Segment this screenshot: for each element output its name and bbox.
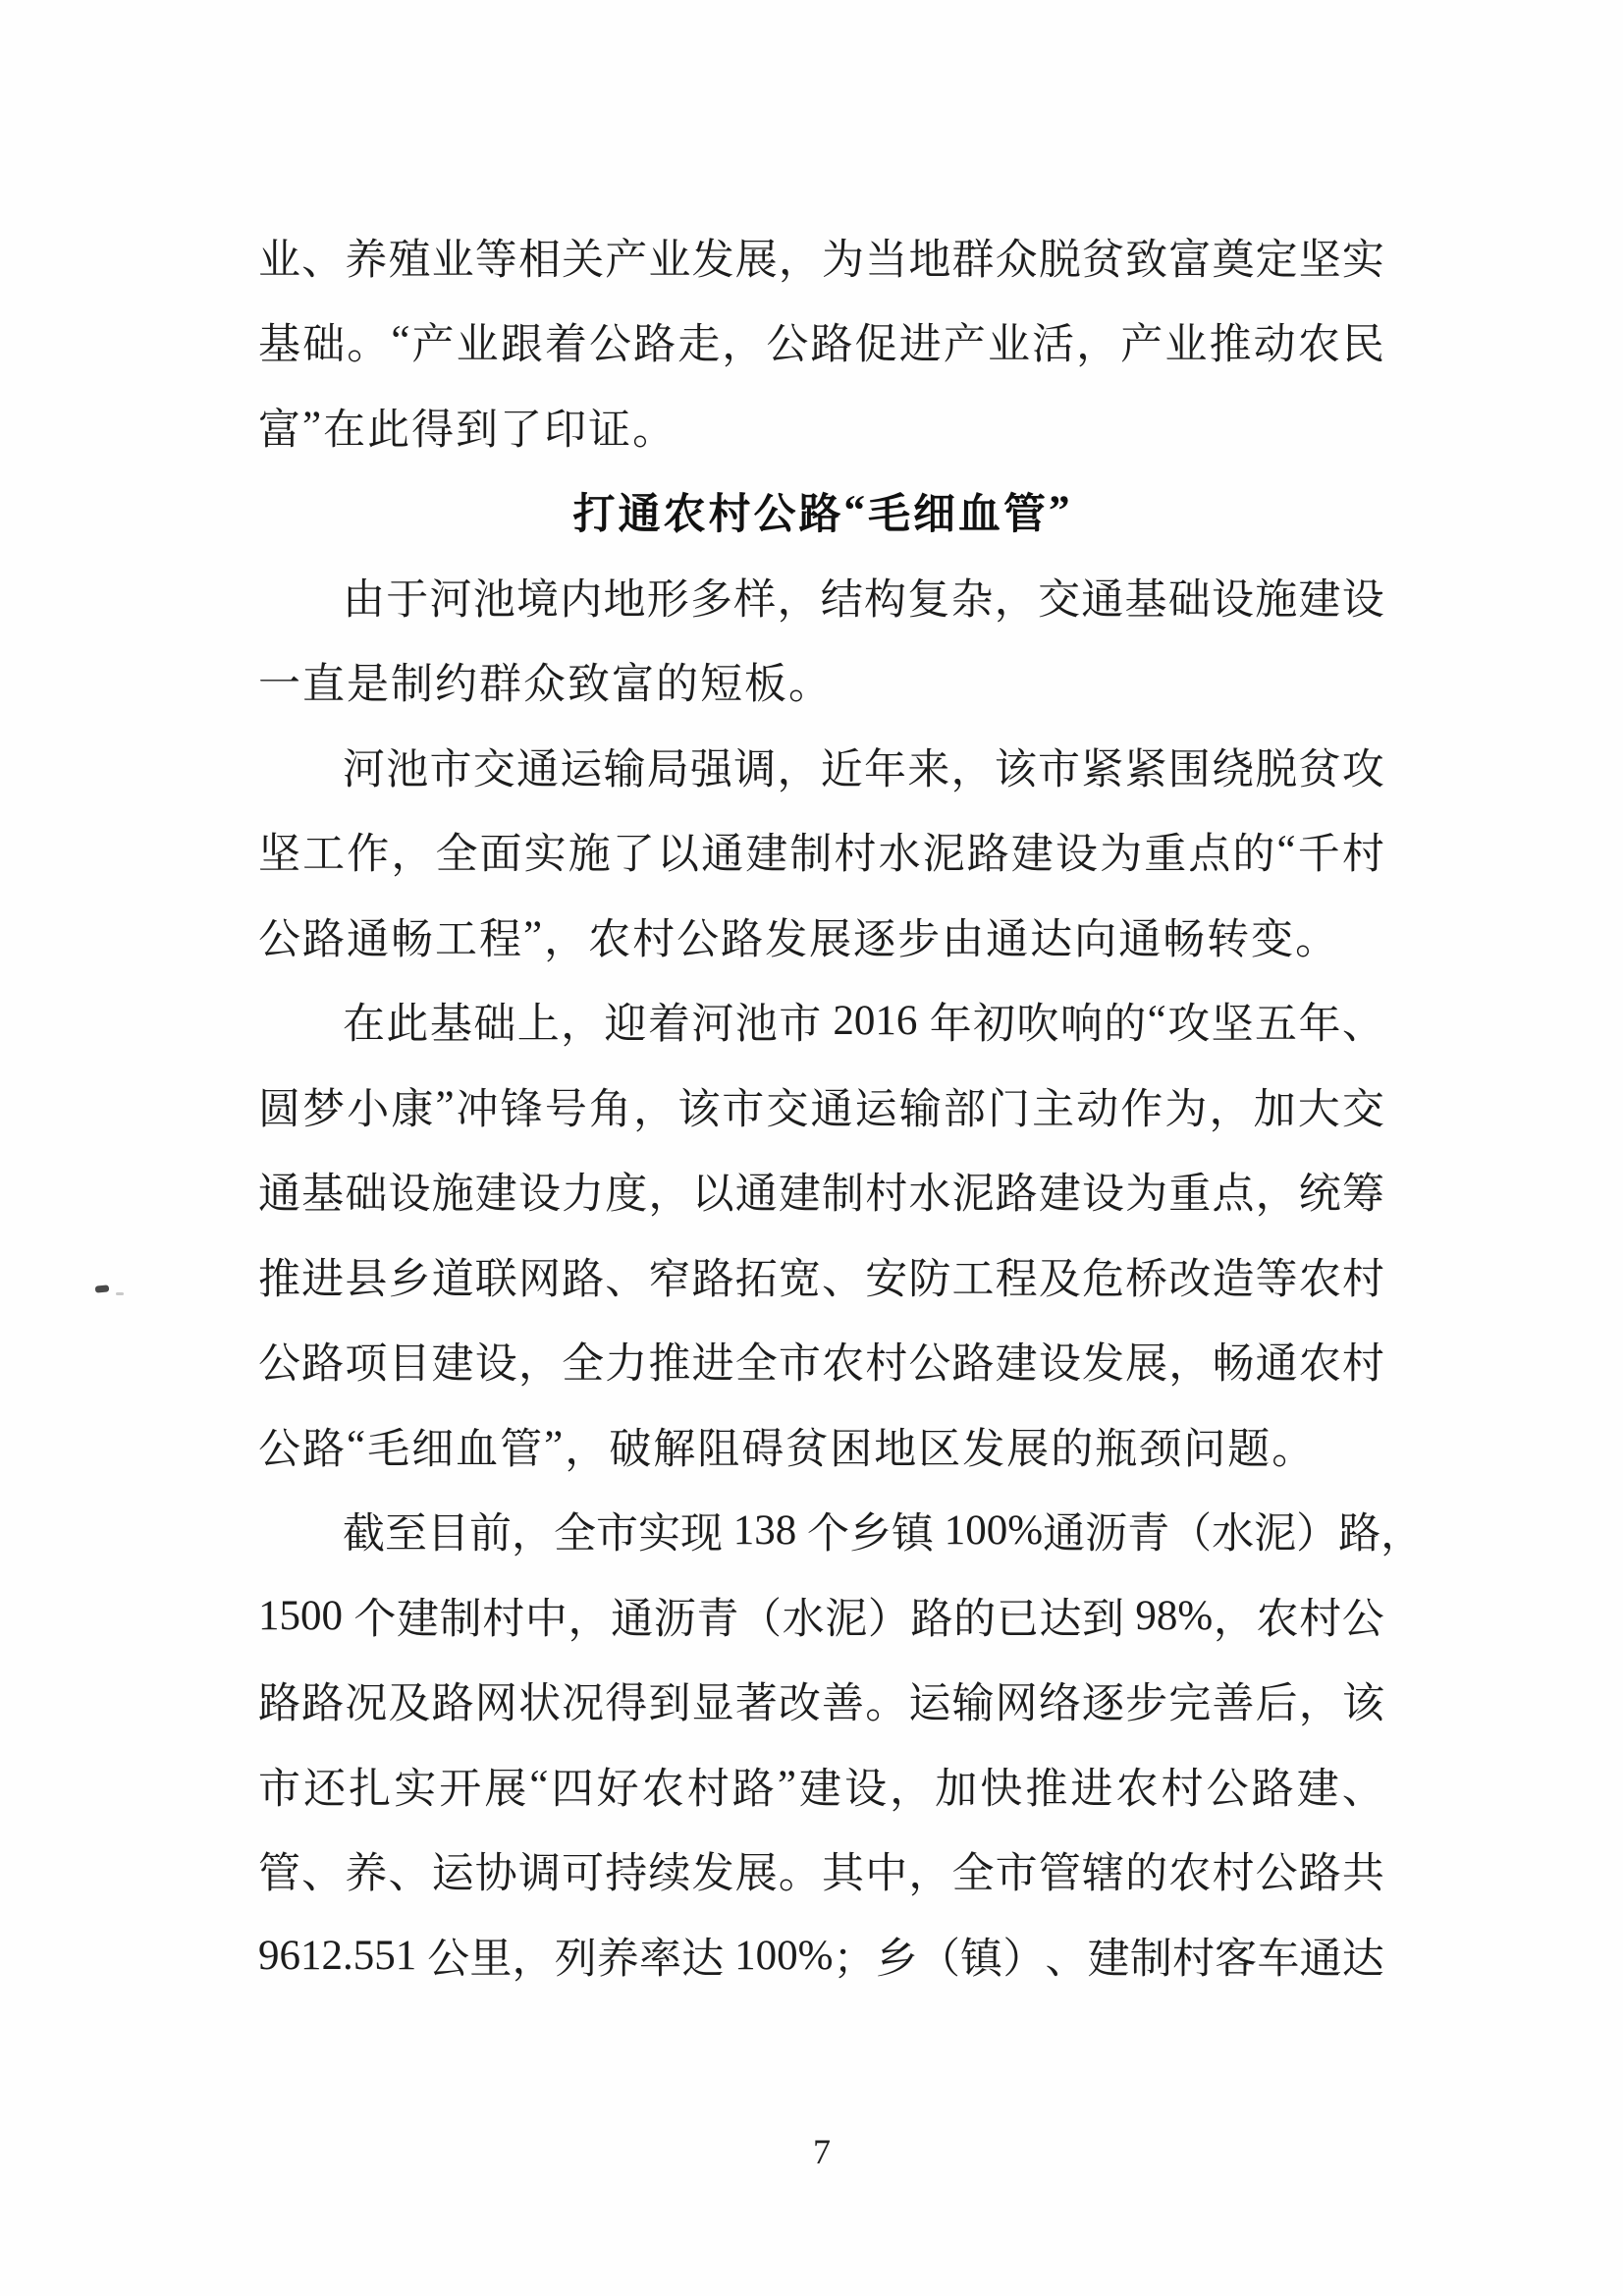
text-line: 由 于 河 池 境 内 地 形 多 样 ， 结 构 复 杂 ， 交 通 基 础 设 施 建 设 [343, 576, 1384, 624]
text-line: 一 直 是 制 约 群 众 致 富 的 短 板 。 [258, 662, 831, 709]
text-line: 公 路 “ 毛 细 血 管 ” ， 破 解 阻 碍 贫 困 地 区 发 展 的 瓶 颈 问 题 。 [258, 1422, 1315, 1473]
text-line: 公 路 项 目 建 设 ， 全 力 推 进 全 市 农 村 公 路 建 设 发 展 ， 畅 通 农 村 [258, 1341, 1384, 1389]
text-line: 推 进 县 乡 道 联 网 路 、 窄 路 拓 宽 、 安 防 工 程 及 危 桥 改 造 等 农 村 [258, 1256, 1384, 1303]
text-line: 基 础 。 “ 产 业 跟 着 公 路 走 ， 公 路 促 进 产 业 活 ， 产 业 推 动 农 民 [258, 318, 1384, 369]
text-line: 截 至 目 前 ， 全 市 实 现 138 个 乡 镇 100% 通 沥 青 （ 水 泥 ） 路 ， [343, 1507, 1424, 1558]
text-line: 坚 工 作 ， 全 面 实 施 了 以 通 建 制 村 水 泥 路 建 设 为 重 点 的 “ 千 村 [258, 828, 1384, 879]
text-line: 河 池 市 交 通 运 输 局 强 调 ， 近 年 来 ， 该 市 紧 紧 围 绕 脱 贫 攻 [343, 746, 1384, 793]
text-line: 圆 梦 小 康 ” 冲 锋 号 角 ， 该 市 交 通 运 输 部 门 主 动 作 为 ， 加 大 交 [258, 1082, 1384, 1133]
text-line: 在 此 基 础 上 ， 迎 着 河 池 市 2016 年 初 吹 响 的 “ 攻 坚 五 年 、 [343, 998, 1384, 1049]
text-line: 9612.551 公 里 ， 列 养 率 达 100% ； 乡 （ 镇 ） 、 建 制 村 客 车 通 达 [258, 1932, 1384, 1983]
section-heading: 打 通 农 村 公 路 “ 毛 细 血 管 ” [572, 488, 1070, 539]
scan-speck [95, 1285, 110, 1292]
text-line: 通 基 础 设 施 建 设 力 度 ， 以 通 建 制 村 水 泥 路 建 设 为 重 点 ， 统 筹 [258, 1172, 1384, 1219]
text-column [258, 214, 1424, 1998]
scan-speck-faint [116, 1292, 124, 1295]
text-line: 路 路 况 及 路 网 状 况 得 到 显 著 改 善 。 运 输 网 络 逐 步 完 善 后 ， 该 [258, 1681, 1384, 1728]
text-line: 富 ” 在 此 得 到 了 印 证 。 [258, 403, 676, 454]
text-line: 1500 个 建 制 村 中 ， 通 沥 青 （ 水 泥 ） 路 的 已 达 到 98% ， 农 村 公 [258, 1592, 1384, 1643]
text-line: 业 、 养 殖 业 等 相 关 产 业 发 展 ， 为 当 地 群 众 脱 贫 致 富 奠 定 坚 实 [258, 237, 1384, 284]
text-line: 公 路 通 畅 工 程 ” ， 农 村 公 路 发 展 逐 步 由 通 达 向 通 畅 转 变 。 [258, 912, 1338, 963]
page-number: 7 [813, 2132, 831, 2171]
text-line: 管 、 养 、 运 协 调 可 持 续 发 展 。 其 中 ， 全 市 管 辖 的 农 村 公 路 共 [258, 1851, 1384, 1898]
text-line: 市 还 扎 实 开 展 “ 四 好 农 村 路 ” 建 设 ， 加 快 推 进 农 村 公 路 建 、 [258, 1762, 1384, 1813]
